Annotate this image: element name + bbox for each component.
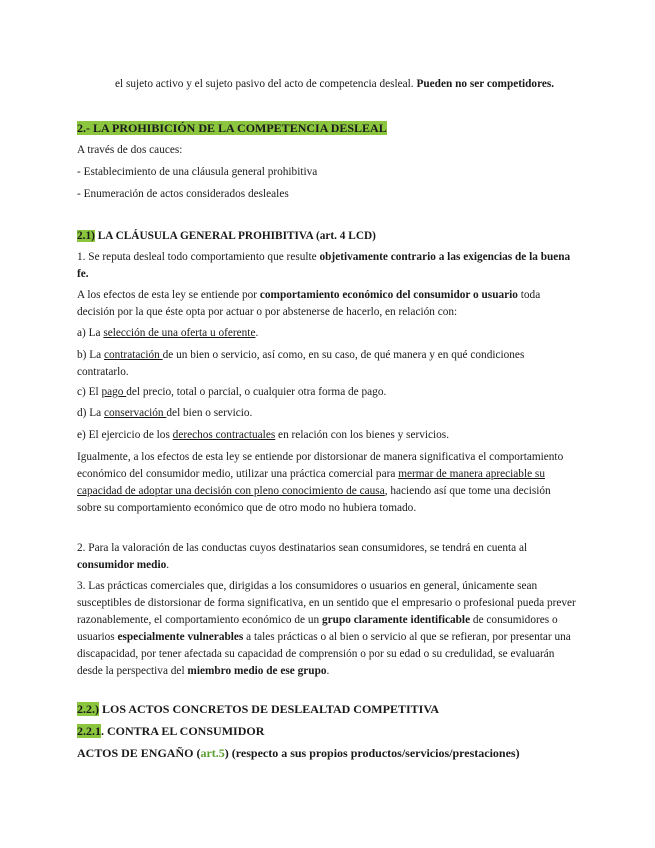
clause-text: 1. Se reputa desleal todo comportamiento que resulte	[77, 251, 320, 263]
section-2-2-title: LOS ACTOS CONCRETOS DE DESLEALTAD COMPETITIVA	[99, 702, 440, 716]
deception-acts-heading	[77, 745, 577, 762]
item-suffix: de un bien o servicio, así como, en su caso, de qué manera y en qué condiciones contratarlo.	[77, 349, 525, 378]
clause-paragraph-1	[77, 249, 577, 283]
clause-bold: objetivamente contrario a las exigencias de la buena fe.	[77, 251, 571, 280]
bullet-item: - Establecimiento de una cláusula general prohibitiva	[77, 166, 318, 178]
item-underlined: conservación	[103, 407, 167, 419]
acts-text: ACTOS DE ENGAÑO (	[77, 746, 201, 760]
clause-text: .	[166, 559, 170, 571]
item-suffix: del bien o servicio.	[166, 407, 253, 419]
intro-text: el sujeto activo y el sujeto pasivo del acto de competencia desleal.	[115, 78, 417, 90]
item-underlined: selección de una oferta u oferente	[103, 327, 256, 339]
section-2-1-heading	[77, 228, 577, 245]
section-2-2-number: 2.2.)	[77, 702, 99, 716]
clause-text: A los efectos de esta ley se entiende por	[77, 289, 260, 301]
list-item-a	[77, 325, 577, 342]
clause-paragraph-2	[77, 287, 577, 321]
item-underlined: contratación	[103, 349, 163, 361]
item-prefix: e) El ejercicio de los	[77, 429, 173, 441]
section-2-2-1-heading	[77, 723, 577, 740]
item-prefix: a) La	[77, 327, 104, 339]
clause-text: Igualmente, a los efectos de esta ley se entiende por distorsionar de manera significativa el comportamiento económico del consumidor medio, utilizar una práctica comercial para	[77, 451, 564, 480]
clause-text: de consumidores o usuarios	[77, 614, 558, 643]
article-reference: art.5	[200, 746, 225, 760]
list-item-c	[77, 384, 577, 401]
section-2-1-title: LA CLÁUSULA GENERAL PROHIBITIVA (art. 4 LCD)	[94, 230, 376, 242]
clause-text: 3. Las prácticas comerciales que, dirigidas a los consumidores o usuarios en general, únicamente sean susceptibles de distorsionar de forma significativa, en un sentido que el empresario o profesional pueda prever razonablemente, el comportamiento económico de un	[77, 580, 576, 626]
clause-text: a tales prácticas o al bien o servicio al que se refieran, por presentar una discapacidad, por tener afectada su capacidad de comprensión o por su edad o su credulidad, se evaluarán desde la perspectiva del	[77, 631, 571, 677]
item-suffix: en relación con los bienes y servicios.	[275, 429, 450, 441]
section-2-heading	[77, 120, 577, 138]
clause-paragraph-4	[77, 540, 577, 574]
clause-text: .	[326, 665, 330, 677]
clause-bold: consumidor medio	[77, 559, 167, 571]
clause-text: , haciendo así que tome una decisión sobre su comportamiento económico que de otro modo no hubiera tomado.	[77, 485, 551, 514]
item-prefix: d) La	[77, 407, 104, 419]
item-suffix: .	[255, 327, 259, 339]
list-item-e	[77, 427, 577, 444]
acts-text: ) (respecto a sus propios productos/servicios/prestaciones)	[224, 746, 520, 760]
section-2-title: 2.- LA PROHIBICIÓN DE LA COMPETENCIA DESLEAL	[77, 121, 387, 135]
section-2-2-1-number: 2.2.1	[77, 724, 101, 738]
section-2-1-number: 2.1)	[77, 230, 95, 242]
list-item-d	[77, 405, 577, 422]
clause-underlined: mermar de manera apreciable su capacidad de adoptar una decisión con pleno conocimiento de causa	[77, 468, 545, 497]
list-item-b	[77, 347, 577, 381]
clause-paragraph-5	[77, 578, 577, 680]
clause-paragraph-3	[77, 449, 577, 517]
item-prefix: c) El	[77, 386, 102, 398]
item-underlined: pago	[101, 386, 127, 398]
item-underlined: derechos contractuales	[172, 429, 276, 441]
bullet-item: - Enumeración de actos considerados desleales	[77, 188, 289, 200]
clause-text: toda decisión por la que éste opta por actuar o por abstenerse de hacerlo, en relación con:	[77, 289, 541, 318]
item-prefix: b) La	[77, 349, 104, 361]
section-2-2-heading	[77, 701, 577, 718]
intro-line	[115, 76, 615, 93]
item-suffix: del precio, total o parcial, o cualquier otra forma de pago.	[126, 386, 387, 398]
section-2-lead: A través de dos cauces:	[77, 144, 183, 156]
section-2-2-1-title: . CONTRA EL CONSUMIDOR	[101, 724, 265, 738]
intro-bold: Pueden no ser competidores.	[416, 78, 555, 90]
clause-bold: grupo claramente identificable	[322, 614, 471, 626]
clause-text: 2. Para la valoración de las conductas cuyos destinatarios sean consumidores, se tendrá en cuenta al	[77, 542, 528, 554]
clause-bold: miembro medio de ese grupo	[187, 665, 327, 677]
clause-bold: especialmente vulnerables	[117, 631, 244, 643]
clause-bold: comportamiento económico del consumidor o usuario	[259, 289, 518, 301]
